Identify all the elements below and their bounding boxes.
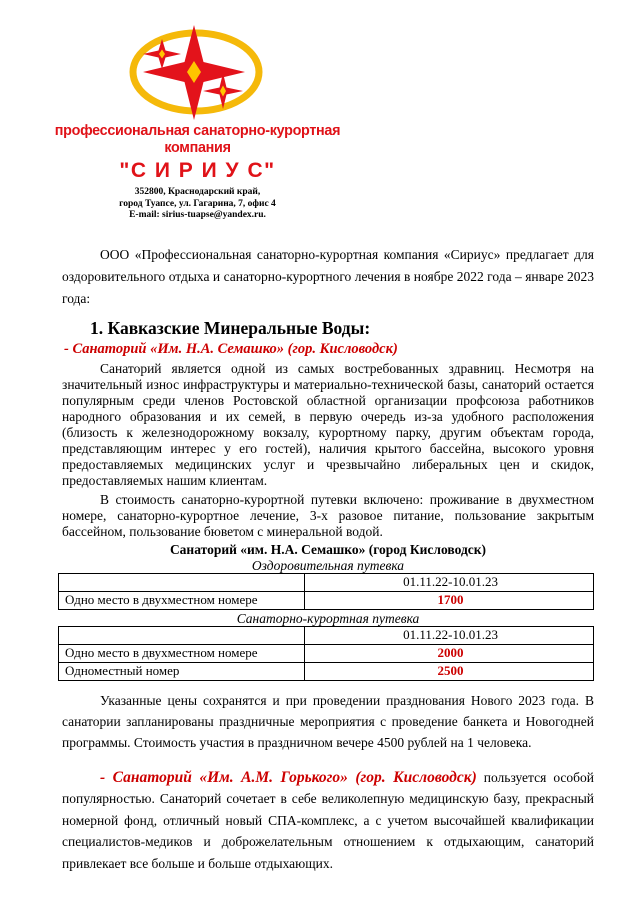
table-row bbox=[59, 662, 594, 680]
intro-paragraph: ООО «Профессиональная санаторно-курортная компания «Сириус» предлагает для оздоровительного отдыха и санаторно-курортного лечения в ноябре 2022 года – январе 2023 года: bbox=[62, 246, 594, 306]
letterhead bbox=[25, 0, 370, 222]
price-table-wellness bbox=[58, 573, 594, 610]
section-heading: 1. Кавказские Минеральные Воды: bbox=[90, 317, 371, 338]
table-row bbox=[59, 626, 594, 644]
document-body bbox=[62, 244, 594, 875]
price-cell: 1700 bbox=[305, 591, 594, 609]
resort1-title: - Санаторий «Им. Н.А. Семашко» (гор. Кисловодск) bbox=[64, 340, 398, 357]
address-line-2: город Туапсе, ул. Гагарина, 7, офис 4 bbox=[119, 198, 276, 209]
table-row bbox=[59, 591, 594, 609]
room-type-cell: Одно место в двухместном номере bbox=[59, 591, 305, 609]
address-line-3: E-mail: sirius-tuapse@yandex.ru. bbox=[129, 210, 266, 220]
company-name: "С И Р И У С" bbox=[119, 159, 276, 182]
address-line-1: 352800, Краснодарский край, bbox=[134, 187, 261, 197]
resort2-paragraph bbox=[62, 767, 594, 875]
resort2-title: - Санаторий «Им. А.М. Горького» (гор. Кисловодск) bbox=[100, 768, 477, 786]
sirius-stars-logo-icon bbox=[25, 24, 370, 122]
empty-cell bbox=[59, 626, 305, 644]
resort2-description: пользуется особой популярностью. Санаторий сочетает в себе великолепную медицинскую базу, прекрасный номерной фонд, отличный новый СПА-комплекс, а с учетом высочайшей квалификации специалистов-медиков и доброжелательным отношением к отдыхающим, санаторий привлекает все больше и больше отдыхающих. bbox=[62, 769, 594, 871]
new-year-note: Указанные цены сохранятся и при проведении празднования Нового 2023 года. В санатории запланированы праздничные мероприятия с проведение банкета и Новогодней программы. Стоимость участия в праздничном вечере 4500 рублей на 1 человека. bbox=[62, 692, 594, 750]
price-table-title: Санаторий «им. Н.А. Семашко» (город Кисловодск) bbox=[169, 541, 487, 557]
company-tagline: профессиональная санаторно-курортная компания bbox=[54, 123, 341, 156]
table2-caption: Санаторно-курортная путевка bbox=[236, 610, 420, 626]
resort1-description: Санаторий является одной из самых востребованных здравниц. Несмотря на значительный износ инфраструктуры и материально-технической базы, санаторий остается популярным среди членов Ростовской областной организации профсоюза работников народного образования и их семей, в первую очередь из-за удобного расположения (близость к железнодорожному вокзалу, курортному парку, другим объектам города, представляющим интерес у его гостей), наличия крытого бассейна, высокого уровня предоставляемых медицинских услуг и чрезвычайно либеральных цен и скидок, предоставляемых нашим клиентам. bbox=[62, 360, 594, 488]
period-cell: 01.11.22-10.01.23 bbox=[305, 626, 594, 644]
period-cell: 01.11.22-10.01.23 bbox=[305, 573, 594, 591]
table1-caption: Оздоровительная путевка bbox=[251, 557, 405, 573]
resort1-included: В стоимость санаторно-курортной путевки включено: проживание в двухместном номере, санаторно-курортное лечение, 3-х разовое питание, пользование закрытым бассейном, пользование бюветом с минеральной водой. bbox=[62, 491, 594, 539]
room-type-cell: Одно место в двухместном номере bbox=[59, 644, 305, 662]
price-cell: 2500 bbox=[305, 662, 594, 680]
room-type-cell: Одноместный номер bbox=[59, 662, 305, 680]
empty-cell bbox=[59, 573, 305, 591]
table-row bbox=[59, 573, 594, 591]
company-address bbox=[25, 187, 370, 222]
table-row bbox=[59, 644, 594, 662]
price-table-sanatorium bbox=[58, 626, 594, 681]
price-cell: 2000 bbox=[305, 644, 594, 662]
